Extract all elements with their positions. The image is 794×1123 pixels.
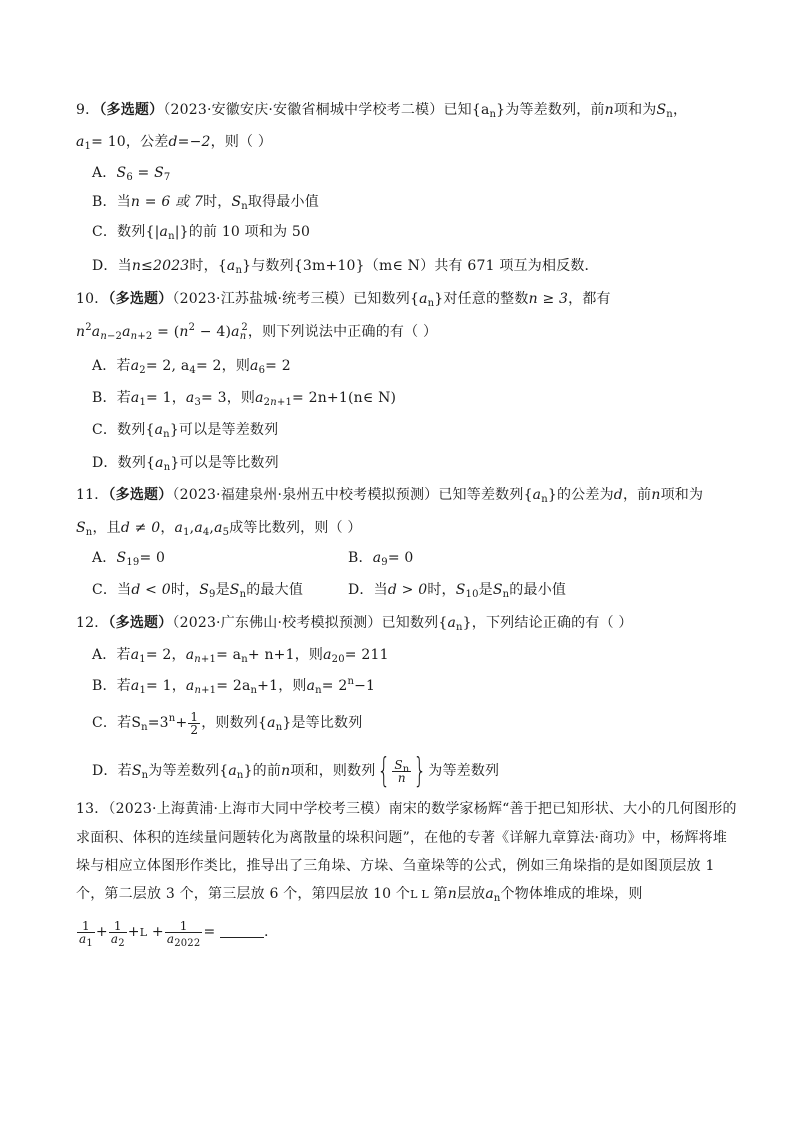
q12-option-c: C．若$S_n=3^n+$ $\frac{1}{2}$ ，则数列$\{a_n\}$是等比数列 (92, 709, 363, 737)
question-tag: （多选题） (108, 487, 173, 503)
question-tag: （多选题） (108, 291, 173, 307)
question-tag: （多选题） (108, 615, 173, 631)
answer-blank[interactable] (220, 923, 264, 938)
q11-line-1: 11．（多选题）（2023·福建泉州·泉州五中校考模拟预测）已知等差数列$\{a_n\}$的公差为d，前n项和为 (76, 487, 704, 505)
q12-line-1: 12．（多选题）（2023·广东佛山·校考模拟预测）已知数列$\{a_n\}$，下列结论正确的有（ ） (76, 615, 633, 633)
q11-line-2: $S_n$，且d ≠ 0，$a_1,a_4,a_5$成等比数列，则（ ） (76, 520, 362, 538)
math-seq: $\{a_n\}$ (471, 102, 506, 120)
question-source: （2023·广东佛山·校考模拟预测） (172, 615, 382, 631)
question-number: 9． (76, 102, 100, 118)
question-tag: （多选题） (99, 102, 164, 118)
q12-option-a: A．若$a_1= 2$，$a_{n+1}= a_n+ n+1$，则$a_{20}= 211$ (92, 647, 389, 665)
q10-line-2: $n^2a_{n-2}a_{n+2} = (n^2 - 4)a_n^2$，则下列说法中正确的有（ ） (76, 322, 438, 342)
q10-option-c: C．数列$\{a_n\}$可以是等差数列 (92, 422, 279, 440)
q10-line-1: 10．（多选题）（2023·江苏盐城·统考三模）已知数列$\{a_n\}$对任意的整数n ≥ 3，都有 (76, 291, 611, 309)
q11-option-d: D．当d > 0时，$S_{10}$是$S_n$的最小值 (348, 582, 567, 600)
q13-line-3: 垛与相应立体图形作类比，推导出了三角垛、方垛、刍童垛等的公式，例如三角垛指的是如图顶层放 1 (76, 858, 715, 874)
q9-line-1: 9．（多选题）（2023·安徽安庆·安徽省桐城中学校考二模）已知$\{a_n\}$为等差数列，前n项和为$S_n$， (76, 102, 688, 120)
q9-line-2: $a_1= 10$，公差d=−2，则（ ） (76, 134, 273, 152)
q13-line-5: $\frac{1}{a_1}$ + $\frac{1}{a_2}$ +L + $\frac{1}{a_{2022}}$ = . (79, 918, 269, 949)
q10-option-b: B．若$a_1= 1$，$a_3= 3$，则$a_{2n+1}=$ 2n+1(n∈ N) (92, 390, 397, 408)
q10-option-a: A．若$a_2= 2$, $a_4= 2$，则$a_6= 2$ (92, 358, 291, 376)
question-source: （2023·安徽安庆·安徽省桐城中学校考二模） (163, 102, 444, 118)
q9-option-d: D．当n≤2023时，$\{a_n\}$与数列{3m+10}（m∈ N）共有 671 项互为相反数． (92, 258, 599, 276)
question-number: 13． (76, 801, 109, 817)
question-source: （2023·福建泉州·泉州五中校考模拟预测） (172, 487, 439, 503)
q10-option-d: D．数列$\{a_n\}$可以是等比数列 (92, 455, 279, 473)
q9-option-b: B．当n = 6 或 7时，$S_n$取得最小值 (92, 194, 319, 212)
q13-line-2: 求面积、体积的连续量问题转化为离散量的垛积问题”，在他的专著《详解九章算法·商功》中，杨辉将堆 (76, 830, 728, 846)
q12-option-d: D．若$S_n$为等差数列$\{a_n\}$的前n项和，则数列{ $\frac{S_n}{n}$ }为等差数列 (92, 751, 500, 791)
q11-option-c: C．当d < 0时，$S_9$是$S_n$的最大值 (92, 582, 304, 600)
question-source: （2023·上海黄浦·上海市大同中学校考三模） (108, 801, 389, 817)
q12-option-b: B．若$a_1= 1$，$a_{n+1}= 2a_n+1$，则$a_n= 2^n-1$ (92, 676, 376, 696)
question-number: 12． (76, 615, 109, 631)
q11-option-b: B．$a_9= 0$ (348, 550, 414, 568)
fraction: $\frac{S_n}{n}$ (394, 757, 410, 785)
q13-line-1: 13．（2023·上海黄浦·上海市大同中学校考三模）南宋的数学家杨辉“善于把已知形状、大小的几何图形的 (76, 801, 737, 817)
question-source: （2023·江苏盐城·统考三模） (172, 291, 354, 307)
q11-option-a: A．$S_{19}= 0$ (92, 550, 166, 568)
q9-option-a: A．$S_6 = S_7$ (92, 165, 171, 183)
q9-option-c: C．数列$\{|a_n|\}$的前 10 项和为 50 (92, 224, 311, 242)
fraction: $\frac{1}{2}$ (190, 709, 199, 737)
q13-line-4: 个，第二层放 3 个，第三层放 6 个，第四层放 10 个L L 第n层放$a_n$个物体堆成的堆垛，则 (76, 886, 643, 904)
question-number: 11． (76, 487, 109, 503)
question-number: 10． (76, 291, 109, 307)
